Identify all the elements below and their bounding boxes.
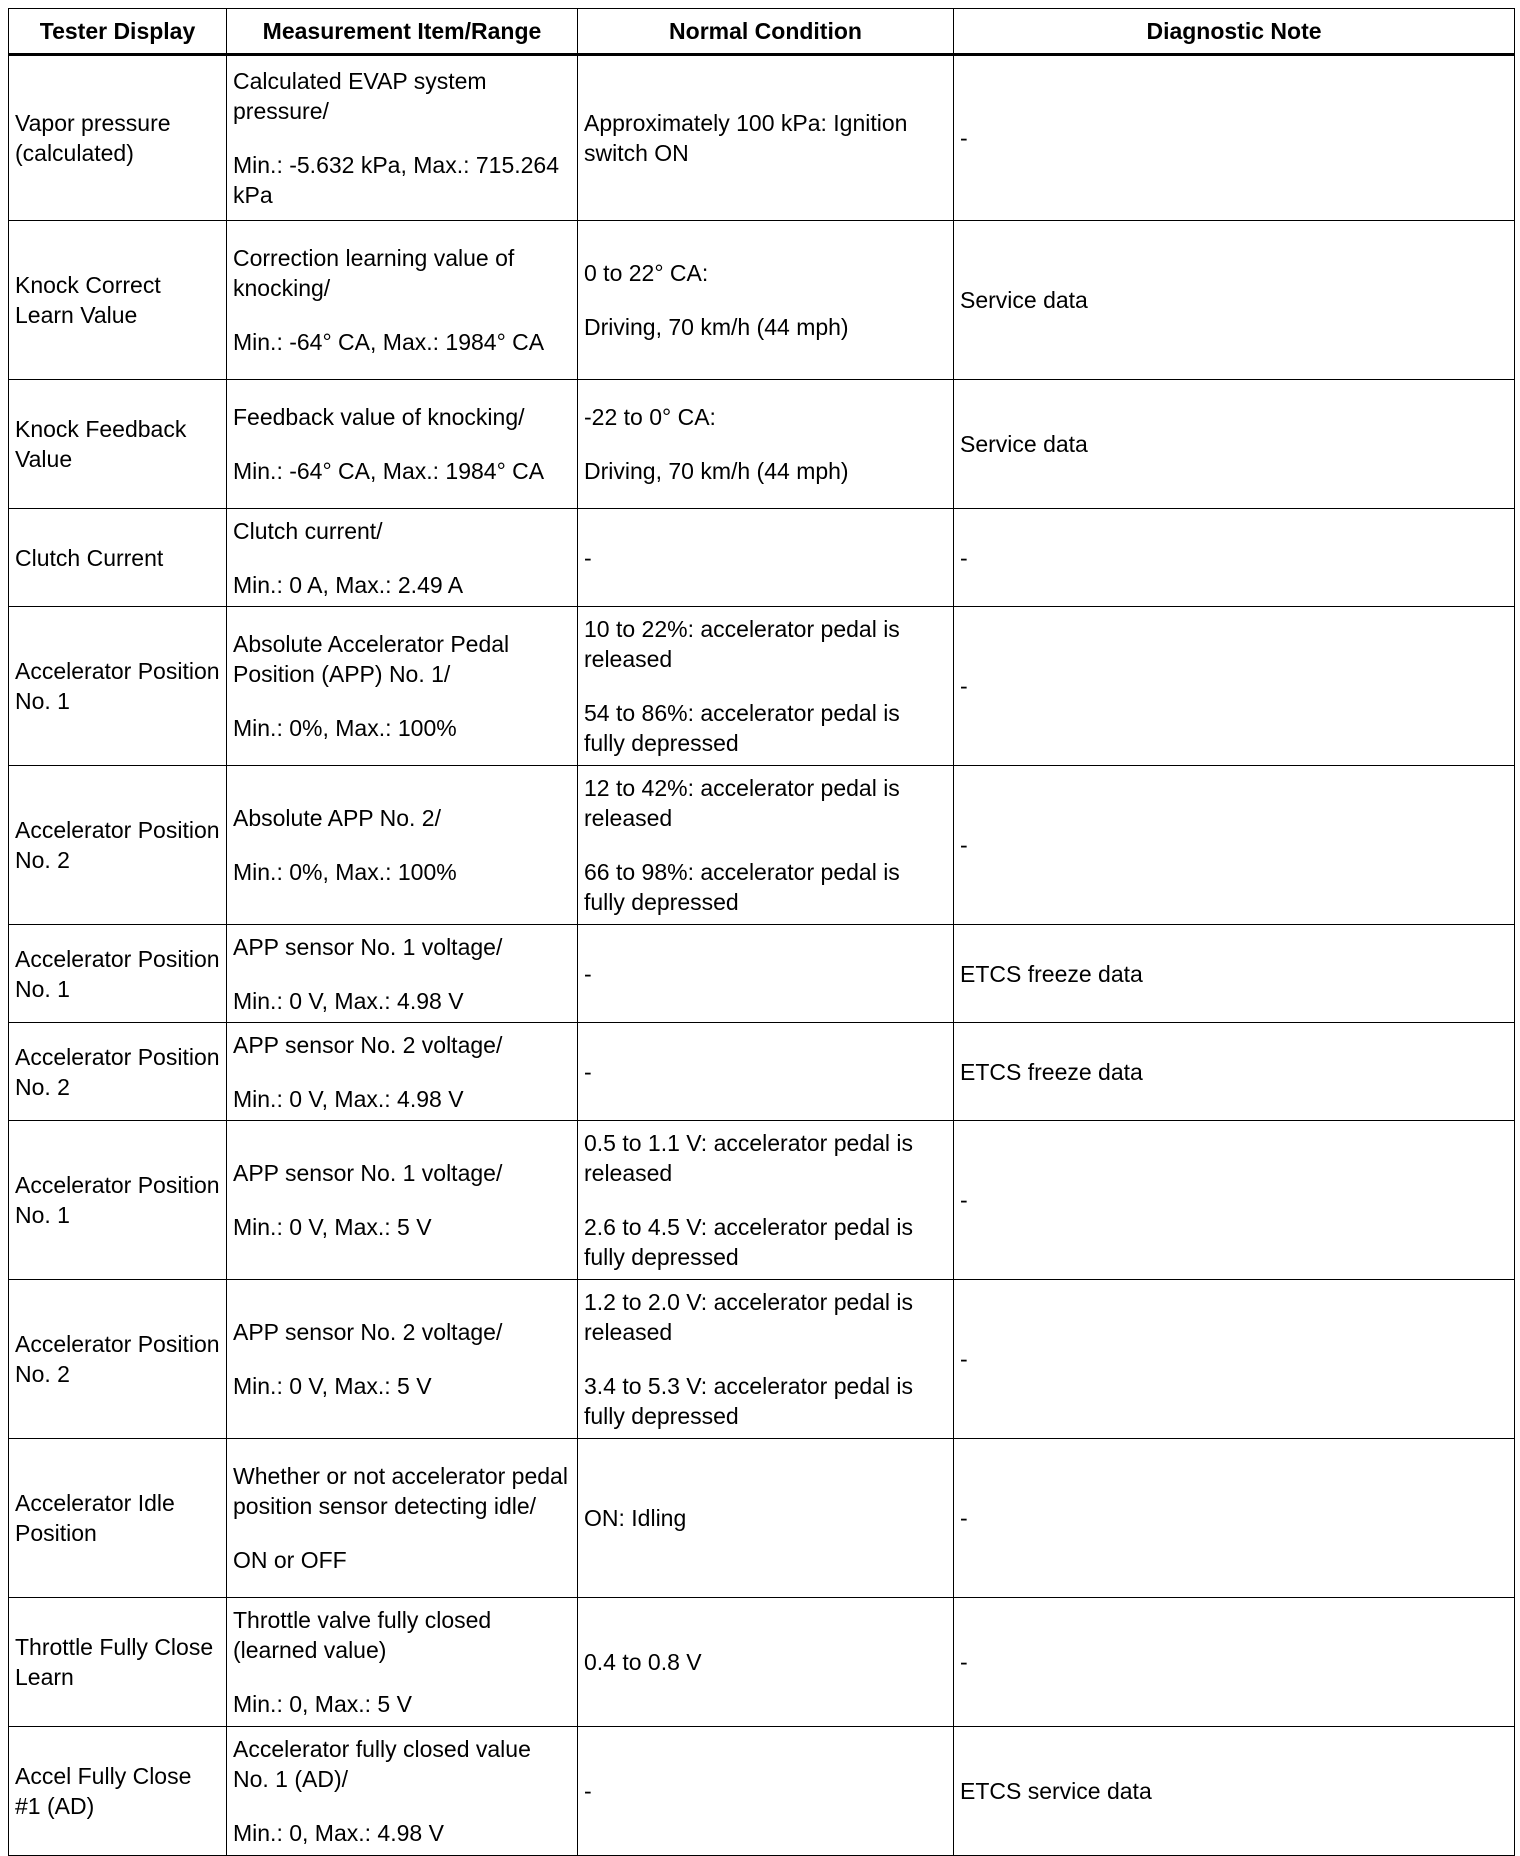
normal-condition-cell: 10 to 22%: accelerator pedal is released 54 to 86%: accelerator pedal is fully depressed	[578, 607, 954, 766]
tester-display-cell: Knock Correct Learn Value	[9, 221, 227, 380]
normal-condition-cell: -	[578, 509, 954, 607]
header-measurement-item: Measurement Item/Range	[227, 9, 578, 55]
table-row	[9, 925, 1515, 1023]
diagnostic-note-cell: ETCS freeze data	[954, 925, 1515, 1023]
measurement-item-cell: Calculated EVAP system pressure/ Min.: -5.632 kPa, Max.: 715.264 kPa	[227, 55, 578, 221]
measurement-item-cell: Throttle valve fully closed (learned value) Min.: 0, Max.: 5 V	[227, 1598, 578, 1727]
measurement-item-cell: APP sensor No. 1 voltage/ Min.: 0 V, Max.: 4.98 V	[227, 925, 578, 1023]
measurement-item-cell: APP sensor No. 2 voltage/ Min.: 0 V, Max.: 5 V	[227, 1280, 578, 1439]
diagnostic-note-cell: -	[954, 1121, 1515, 1280]
tester-display-cell: Vapor pressure (calculated)	[9, 55, 227, 221]
table-row	[9, 1598, 1515, 1727]
tester-display-cell: Throttle Fully Close Learn	[9, 1598, 227, 1727]
diagnostic-note-cell: -	[954, 607, 1515, 766]
table-row	[9, 1121, 1515, 1280]
tester-display-cell: Accelerator Position No. 1	[9, 925, 227, 1023]
normal-condition-cell: -	[578, 1023, 954, 1121]
tester-display-cell: Knock Feedback Value	[9, 380, 227, 509]
table-row	[9, 380, 1515, 509]
measurement-item-cell: Clutch current/ Min.: 0 A, Max.: 2.49 A	[227, 509, 578, 607]
tester-display-cell: Accelerator Position No. 2	[9, 1280, 227, 1439]
table-row	[9, 1439, 1515, 1598]
normal-condition-cell: -	[578, 1727, 954, 1856]
normal-condition-cell: 0.4 to 0.8 V	[578, 1598, 954, 1727]
normal-condition-cell: ON: Idling	[578, 1439, 954, 1598]
measurement-item-cell: Absolute APP No. 2/ Min.: 0%, Max.: 100%	[227, 766, 578, 925]
table-row	[9, 766, 1515, 925]
diagnostic-note-cell: Service data	[954, 221, 1515, 380]
table-row	[9, 221, 1515, 380]
diagnostic-note-cell: -	[954, 1280, 1515, 1439]
normal-condition-cell: 1.2 to 2.0 V: accelerator pedal is released 3.4 to 5.3 V: accelerator pedal is fully depressed	[578, 1280, 954, 1439]
table-row	[9, 509, 1515, 607]
table-row	[9, 1023, 1515, 1121]
header-diagnostic-note: Diagnostic Note	[954, 9, 1515, 55]
diagnostic-note-cell: ETCS service data	[954, 1727, 1515, 1856]
diagnostic-note-cell: -	[954, 766, 1515, 925]
diagnostic-note-cell: ETCS freeze data	[954, 1023, 1515, 1121]
measurement-item-cell: Feedback value of knocking/ Min.: -64° CA, Max.: 1984° CA	[227, 380, 578, 509]
table-header-row	[9, 9, 1515, 55]
measurement-item-cell: Accelerator fully closed value No. 1 (AD)/ Min.: 0, Max.: 4.98 V	[227, 1727, 578, 1856]
normal-condition-cell: -22 to 0° CA: Driving, 70 km/h (44 mph)	[578, 380, 954, 509]
normal-condition-cell: Approximately 100 kPa: Ignition switch ON	[578, 55, 954, 221]
tester-display-cell: Accelerator Position No. 1	[9, 607, 227, 766]
normal-condition-cell: 0.5 to 1.1 V: accelerator pedal is released 2.6 to 4.5 V: accelerator pedal is fully depressed	[578, 1121, 954, 1280]
data-list-table	[8, 8, 1515, 1856]
tester-display-cell: Accelerator Position No. 2	[9, 1023, 227, 1121]
normal-condition-cell: 12 to 42%: accelerator pedal is released 66 to 98%: accelerator pedal is fully depressed	[578, 766, 954, 925]
diagnostic-note-cell: -	[954, 509, 1515, 607]
measurement-item-cell: APP sensor No. 1 voltage/ Min.: 0 V, Max.: 5 V	[227, 1121, 578, 1280]
header-normal-condition: Normal Condition	[578, 9, 954, 55]
table-row	[9, 1280, 1515, 1439]
tester-display-cell: Accelerator Position No. 2	[9, 766, 227, 925]
diagnostic-note-cell: -	[954, 1598, 1515, 1727]
tester-display-cell: Clutch Current	[9, 509, 227, 607]
diagnostic-note-cell: Service data	[954, 380, 1515, 509]
measurement-item-cell: Absolute Accelerator Pedal Position (APP) No. 1/ Min.: 0%, Max.: 100%	[227, 607, 578, 766]
measurement-item-cell: APP sensor No. 2 voltage/ Min.: 0 V, Max.: 4.98 V	[227, 1023, 578, 1121]
measurement-item-cell: Correction learning value of knocking/ Min.: -64° CA, Max.: 1984° CA	[227, 221, 578, 380]
tester-display-cell: Accelerator Idle Position	[9, 1439, 227, 1598]
measurement-item-cell: Whether or not accelerator pedal position sensor detecting idle/ ON or OFF	[227, 1439, 578, 1598]
diagnostic-note-cell: -	[954, 1439, 1515, 1598]
table-row	[9, 1727, 1515, 1856]
normal-condition-cell: -	[578, 925, 954, 1023]
table-row	[9, 607, 1515, 766]
table-row	[9, 55, 1515, 221]
header-tester-display: Tester Display	[9, 9, 227, 55]
tester-display-cell: Accelerator Position No. 1	[9, 1121, 227, 1280]
diagnostic-note-cell: -	[954, 55, 1515, 221]
normal-condition-cell: 0 to 22° CA: Driving, 70 km/h (44 mph)	[578, 221, 954, 380]
tester-display-cell: Accel Fully Close #1 (AD)	[9, 1727, 227, 1856]
